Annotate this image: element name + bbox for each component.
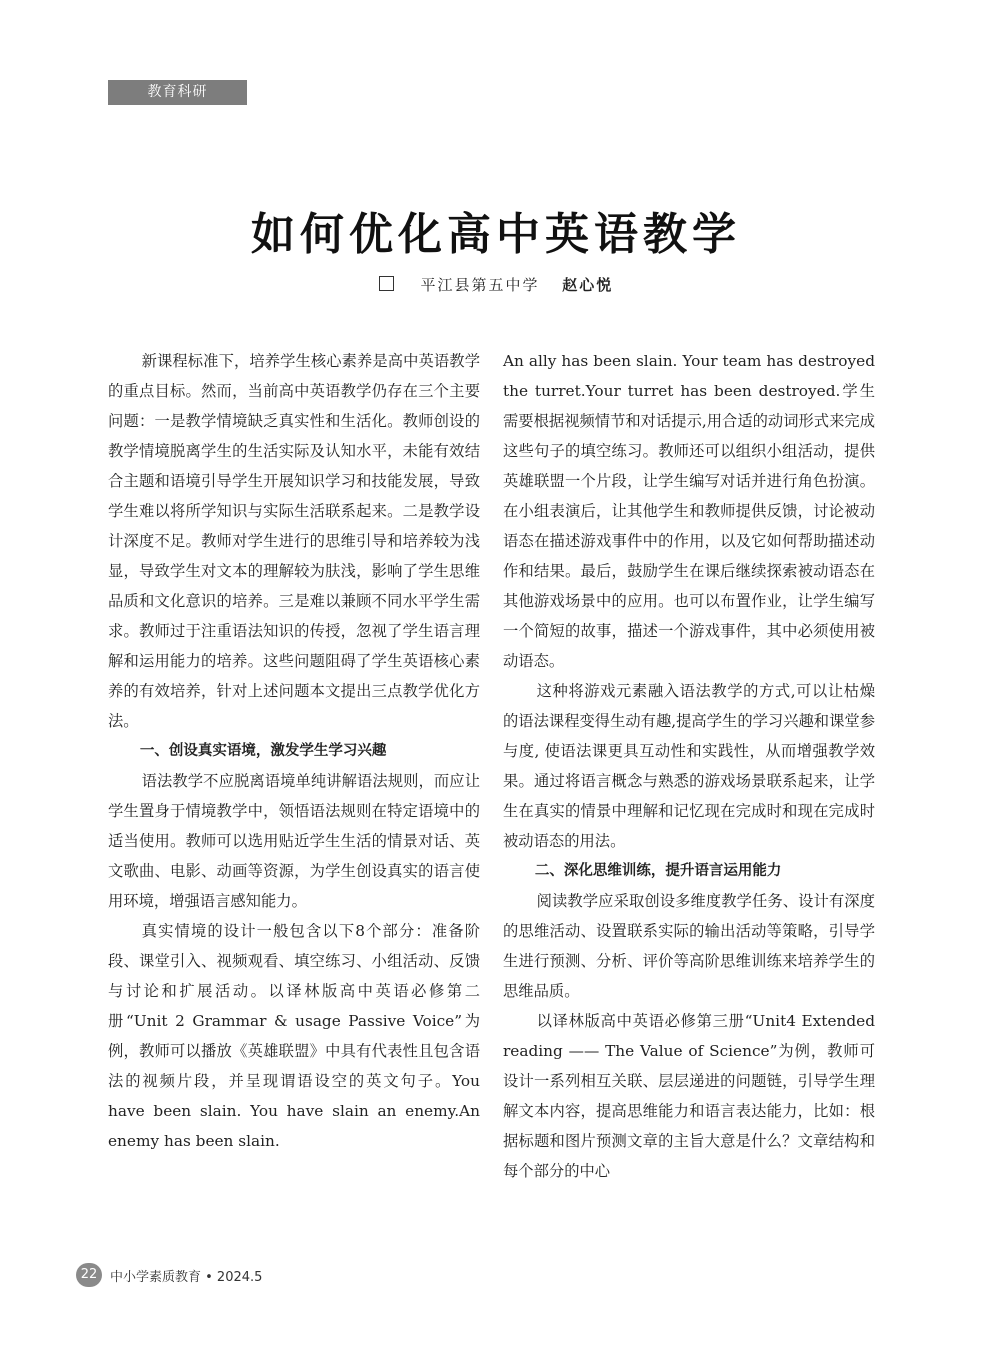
section-heading: 二、深化思维训练，提升语言运用能力 [534,863,782,879]
section-heading: 一、创设真实语境，激发学生学习兴趣 [139,743,387,759]
paragraph: 这种将游戏元素融入语法教学的方式,可以让枯燥的语法课程变得生动有趣,提高学生的学习兴趣和课堂参与度, 使语法课更具互动性和实践性，从而增强教学效果。通过将语言概念与熟悉的游戏场景联系起来，让学生在真实的情景中理解和记忆现在完成时和现在完成时被动语态的用法。 [503,682,875,850]
section-tag: 教育科研 [108,80,247,105]
author-name: 赵心悦 [562,276,614,294]
right-column [503,346,875,1186]
paragraph: 阅读教学应采取创设多维度教学任务、设计有深度的思维活动、设置联系实际的输出活动等策略，引导学生进行预测、分析、评价等高阶思维训练来培养学生的思维品质。 [503,892,875,1000]
paragraph: 新课程标准下，培养学生核心素养是高中英语教学的重点目标。然而，当前高中英语教学仍存在三个主要问题：一是教学情境缺乏真实性和生活化。教师创设的教学情境脱离学生的生活实际及认知水平，未能有效结合主题和语境引导学生开展知识学习和技能发展，导致学生难以将所学知识与实际生活联系起来。二是教学设计深度不足。教师对学生进行的思维引导和培养较为浅显，导致学生对文本的理解较为肤浅，影响了学生思维品质和文化意识的培养。三是难以兼顾不同水平学生需求。教师过于注重语法知识的传授，忽视了学生语言理解和运用能力的培养。这些问题阻碍了学生英语核心素养的有效培养，针对上述问题本文提出三点教学优化方法。 [108,352,480,730]
byline [0,274,992,295]
paragraph: 以译林版高中英语必修第三册“Unit4 Extended reading —— The Value of Science”为例，教师可设计一系列相互关联、层层递进的问题链，引导学生理解文本内容，提高思维能力和语言表达能力，比如：根据标题和图片预测文章的主旨大意是什么？文章结构和每个部分的中心 [503,1012,875,1180]
journal-info: 中小学素质教育 • 2024.5 [110,1269,263,1285]
article-title: 如何优化高中英语教学 [251,209,741,260]
left-column [108,346,480,1156]
square-bullet-icon [379,276,394,291]
paragraph: 真实情境的设计一般包含以下8个部分：准备阶段、课堂引入、视频观看、填空练习、小组活动、反馈与讨论和扩展活动。以译林版高中英语必修第二册“Unit 2 Grammar & usage Passive Voice”为例，教师可以播放《英雄联盟》中具有代表性且包含语法的视频片段，并呈现谓语设空的英文句子。You have been slain. You have slain an enemy.An enemy has been slain. [108,922,480,1150]
page-footer [76,1262,262,1288]
school-name: 平江县第五中学 [420,276,540,294]
paragraph: An ally has been slain. Your team has destroyed the turret.Your turret has been destroyed.学生需要根据视频情节和对话提示,用合适的动词形式来完成这些句子的填空练习。教师还可以组织小组活动，提供英雄联盟一个片段，让学生编写对话并进行角色扮演。在小组表演后，让其他学生和教师提供反馈，讨论被动语态在描述游戏事件中的作用，以及它如何帮助描述动作和结果。最后，鼓励学生在课后继续探索被动语态在其他游戏场景中的应用。也可以布置作业，让学生编写一个简短的故事，描述一个游戏事件，其中必须使用被动语态。 [503,352,875,670]
paragraph: 语法教学不应脱离语境单纯讲解语法规则，而应让学生置身于情境教学中，领悟语法规则在特定语境中的适当使用。教师可以选用贴近学生生活的情景对话、英文歌曲、电影、动画等资源，为学生创设真实的语言使用环境，增强语言感知能力。 [108,772,480,910]
page-number: 22 [76,1263,102,1287]
